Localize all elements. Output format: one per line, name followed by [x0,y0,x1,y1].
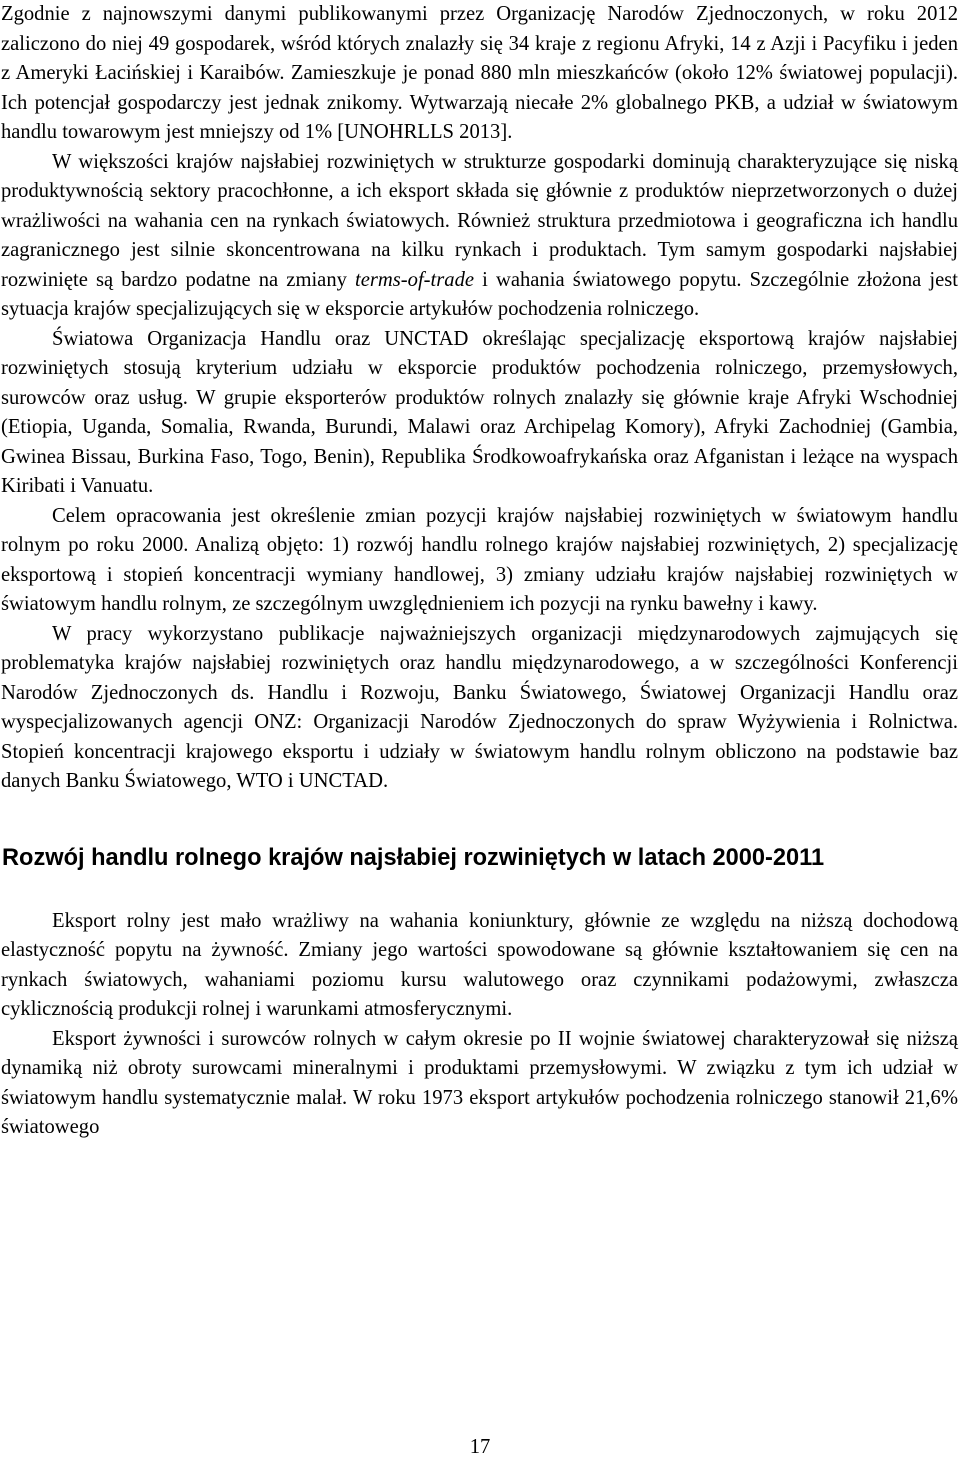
text-run: i wahania światowego popytu. Szczególnie złożona jest sytuacja krajów specjalizujących się w eksporcie artykułów pochodzenia rolniczego. [1,268,959,320]
text-run: Eksport rolny jest mało wrażliwy na wahania koniunktury, głównie ze względu na niższą dochodową elastyczność popytu na żywność. Zmiany jego wartości spowodowane są głównie kształtowaniem się cen na rynkach światowych, wahaniami poziomu kursu walutowego oraz czynnikami podażowymi, zwłaszcza cyklicznością produkcji rolnej i warunkami atmosferycznymi. [1,909,958,1020]
paragraph [1,1025,958,1143]
page-number: 17 [469,1436,491,1458]
paragraph [1,620,958,797]
paragraph [1,0,958,148]
intro-section [1,0,958,797]
text-run: Celem opracowania jest określenie zmian pozycji krajów najsłabiej rozwiniętych w światowym handlu rolnym po roku 2000. Analizą objęto: 1) rozwój handlu rolnego krajów najsłabiej rozwiniętych, 2) specjalizację eksportową i stopień koncentracji wymiany handlowej, 3) zmiany udziału krajów najsłabiej rozwiniętych w światowym handlu rolnym, ze szczególnym uwzględnieniem ich pozycji na rynku bawełny i kawy. [1,504,958,615]
section-body [1,907,958,1143]
text-run: Zgodnie z najnowszymi danymi publikowanymi przez Organizację Narodów Zjednoczonych, w roku 2012 zaliczono do niej 49 gospodarek, wśród których znalazły się 34 kraje z regionu Afryki, 14 z Azji i Pacyfiku i jeden z Ameryki Łacińskiej i Karaibów. Zamieszkuje je ponad 880 mln mieszkańców (około 12% światowej populacji). Ich potencjał gospodarczy jest jednak znikomy. Wytwarzają niecałe 2% globalnego PKB, a udział w światowym handlu towarowym jest mniejszy od 1% [UNOHRLLS 2013]. [1,3,958,143]
section-heading: Rozwój handlu rolnego krajów najsłabiej rozwiniętych w latach 2000-2011 [2,844,825,871]
paragraph [1,325,958,502]
italic-term: terms-of-trade [355,268,475,291]
paragraph [1,907,958,1025]
text-run: Eksport żywności i surowców rolnych w całym okresie po II wojnie światowej charakteryzował się niższą dynamiką niż obroty surowcami mineralnymi i produktami przemysłowymi. W związku z tym ich udział w światowym handlu systematycznie malał. W roku 1973 eksport artykułów pochodzenia rolniczego stanowił 21,6% światowego [1,1027,958,1138]
text-run: Światowa Organizacja Handlu oraz UNCTAD określając specjalizację eksportową krajów najsłabiej rozwiniętych stosują kryterium udziału w eksporcie produktów pochodzenia rolniczego, przemysłowych, surowców oraz usług. W grupie eksporterów produktów rolnych znalazły się głównie kraje Afryki Wschodniej (Etiopia, Uganda, Somalia, Rwanda, Burundi, Malawi oraz Archipelag Komory), Afryki Zachodniej (Gambia, Gwinea Bissau, Burkina Faso, Togo, Benin), Republika Środkowoafrykańska oraz Afganistan i leżące na wyspach Kiribati i Vanuatu. [1,327,958,497]
text-run: W większości krajów najsłabiej rozwiniętych w strukturze gospodarki dominują charakteryzujące się niską produktywnością sektory pracochłonne, a ich eksport składa się głównie z produktów nieprzetworzonych o dużej wrażliwości na wahania cen na rynkach światowych. Również struktura przedmiotowa i geograficzna ich handlu zagranicznego jest silnie skoncentrowana na kilku rynkach i produktach. Tym samym gospodarki najsłabiej rozwinięte są bardzo podatne na zmiany [1,150,958,291]
paragraph [1,502,958,620]
paragraph [1,148,958,325]
text-run: W pracy wykorzystano publikacje najważniejszych organizacji międzynarodowych zajmujących się problematyka krajów najsłabiej rozwiniętych oraz handlu międzynarodowego, a w szczególności Konferencji Narodów Zjednoczonych ds. Handlu i Rozwoju, Banku Światowego, Światowej Organizacji Handlu oraz wyspecjalizowanych agencji ONZ: Organizacji Narodów Zjednoczonych do spraw Wyżywienia i Rolnictwa. Stopień koncentracji krajowego eksportu i udziały w światowym handlu rolnym obliczono na podstawie baz danych Banku Światowego, WTO i UNCTAD. [1,622,958,792]
